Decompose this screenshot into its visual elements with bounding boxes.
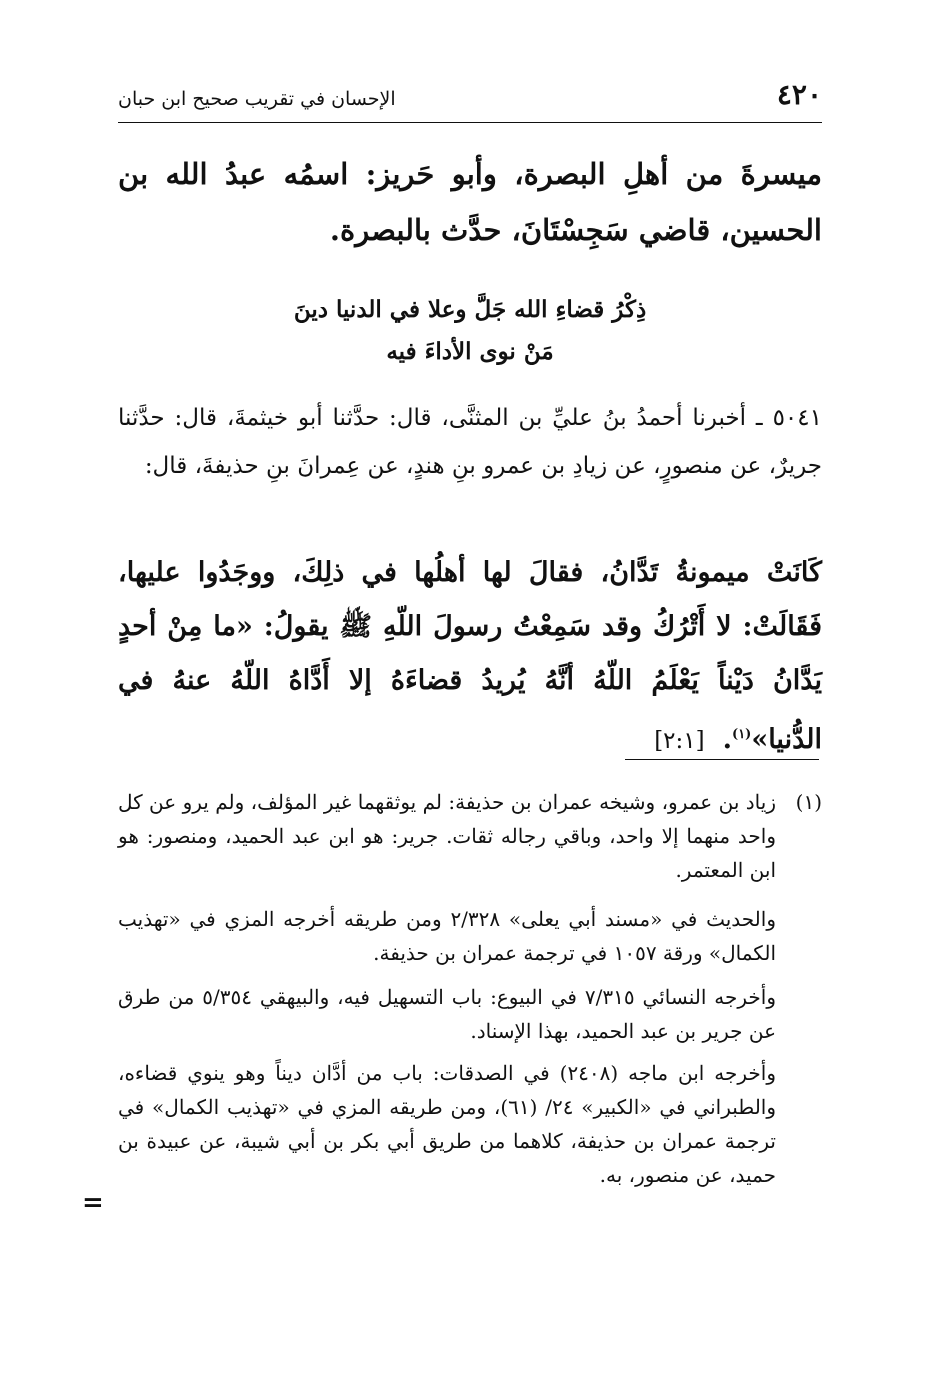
footnote-reference: (١) <box>732 727 752 742</box>
continuation-mark: = <box>82 1188 104 1218</box>
chapter-title-line1: ذِكْرُ قضاءِ الله جَلَّ وعلا في الدنيا دينَ <box>293 296 647 323</box>
footnote-paragraph-4: وأخرجه ابن ماجه (٢٤٠٨) في الصدقات: باب من أدَّان ديناً وهو ينوي قضاءه، والطبراني في «الكبير» ٢٤/ (٦١)، ومن طريقه المزي في «تهذيب الكمال» في ترجمة عمران بن حذيفة، كلاهما من طريق أبي بكر بن أبي شيبة، عن عبيدة بن حميد، عن منصور، به. <box>118 1061 776 1187</box>
hadith-matn-paragraph <box>118 546 822 768</box>
page-number: ٤٢٠ <box>776 78 822 111</box>
footnote-paragraph-1: زياد بن عمرو، وشيخه عمران بن حذيفة: لم يوثقهما غير المؤلف، ولم يرو عن كل واحد منهما إلا واحد، وباقي رجاله ثقات. جرير: هو ابن عبد الحميد، ومنصور: هو ابن المعتمر. <box>118 790 776 882</box>
chapter-title-line2: مَنْ نوى الأداءَ فيه <box>386 338 554 365</box>
hadith-isnad: ٥٠٤١ ـ أخبرنا أحمدُ بنُ عليِّ بن المثنَّى، قال: حدَّثنا أبو خيثمةَ، قال: حدَّثنا جريرٌ، عن منصورٍ، عن زيادِ بن عمرو بنِ هندٍ، عن عِمرانَ بنِ حذيفةَ، قال: <box>118 405 822 479</box>
footnote-paragraph-2: والحديث في «مسند أبي يعلى» ٢/٣٢٨ ومن طريقه أخرجه المزي في «تهذيب الكمال» ورقة ١٠٥٧ في ترجمة عمران بن حذيفة. <box>118 907 776 965</box>
footnote-number: (١) <box>795 790 822 814</box>
matn-end-punctuation: . <box>722 724 733 755</box>
footnote-separator <box>625 759 819 760</box>
footnote-paragraph-3: وأخرجه النسائي ٧/٣١٥ في البيوع: باب التسهيل فيه، والبيهقي ٥/٣٥٤ من طرق عن جرير بن عبد الحميد، بهذا الإسناد. <box>118 985 777 1043</box>
running-title: الإحسان في تقريب صحيح ابن حبان <box>118 88 396 110</box>
hadith-grade: [٢:١] <box>654 728 705 754</box>
intro-text: ميسرةَ من أهلِ البصرة، وأبو حَريز: اسمُه عبدُ الله بن الحسين، قاضي سَجِسْتَانَ، حدَّث بالبصرة. <box>118 157 822 247</box>
page-header <box>118 78 822 123</box>
hadith-matn: كَانَتْ ميمونةُ تَدَّانُ، فقالَ لها أهلُها في ذلِكَ، ووجَدُوا عليها، فَقَالَتْ: لا أَتْرُكُ وقد سَمِعْتُ رسولَ اللّهِ ﷺ يقولُ: «ما مِنْ أحدٍ يَدَّانُ دَيْناً يَعْلَمُ اللّهُ أنَّهُ يُريدُ قضاءَهُ إلا أَدَّاهُ اللّهُ عنهُ في الدُّنيا» <box>118 557 822 755</box>
